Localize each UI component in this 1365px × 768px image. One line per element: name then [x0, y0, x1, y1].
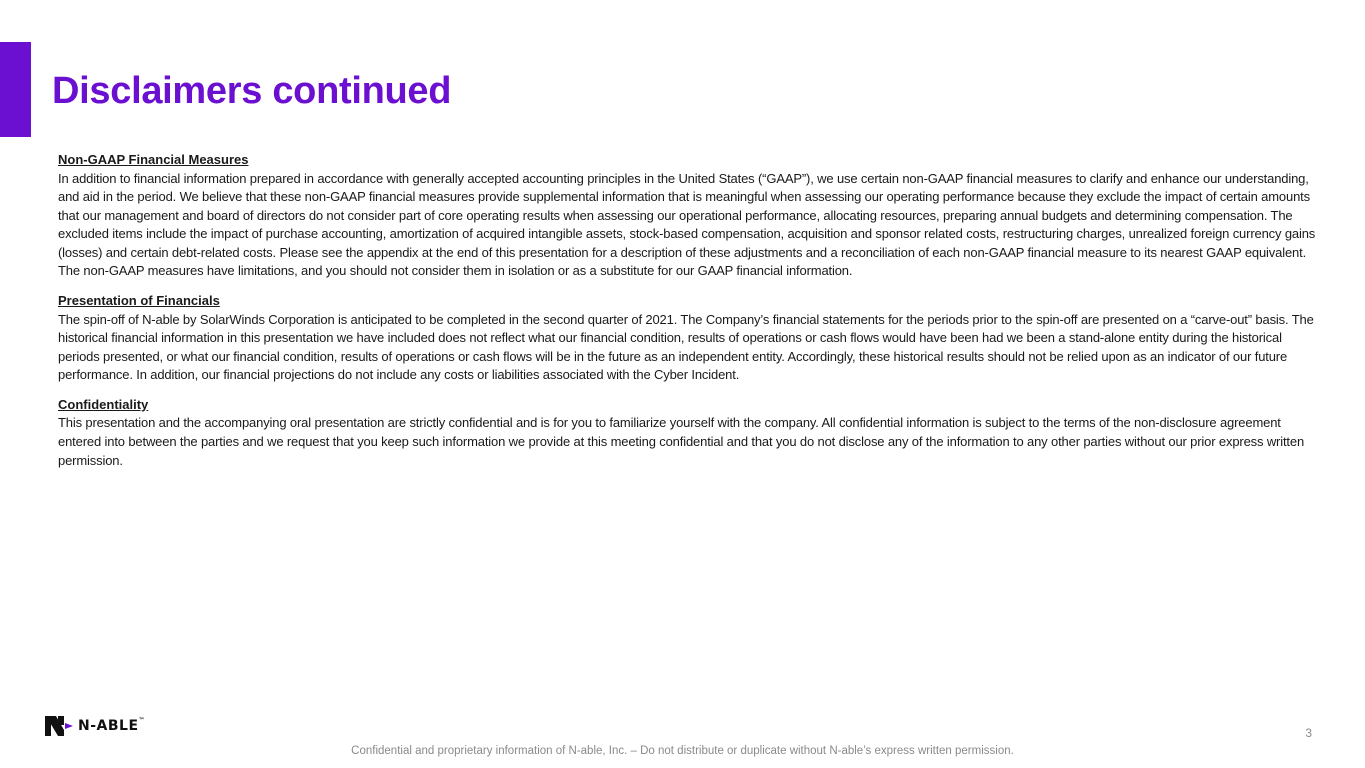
section-body: In addition to financial information prepared in accordance with generally accepted accounting principles in the United States (“GAAP”), we use certain non-GAAP financial measures to clarify and enhance our understanding, and aid in the period. We believe that these non-GAAP financial measures provide supplemental information that is meaningful when assessing our operating performance because they exclude the impact of certain amounts that our management and board of directors do not consider part of core operating results when assessing our operational performance, allocating resources, preparing annual budgets and determining compensation. The excluded items include the impact of purchase accounting, amortization of acquired intangible assets, stock-based compensation, acquisition and sponsor related costs, restructuring charges, unrealized foreign currency gains (losses) and certain debt-related costs. Please see the appendix at the end of this presentation for a description of these adjustments and a reconciliation of each non-GAAP financial measure to its nearest GAAP equivalent. The non-GAAP measures have limitations, and you should not consider them in isolation or as a substitute for our GAAP financial information.	[58, 170, 1316, 279]
page-number: 3	[1305, 726, 1312, 740]
section-heading: Non-GAAP Financial Measures	[58, 152, 249, 167]
section-body: This presentation and the accompanying oral presentation are strictly confidential and is for you to familiarize yourself with the company. All confidential information is subject to the terms of the non-disclosure agreement entered into between the parties and we request that you keep such information we provide at this meeting confidential and that you do not disclose any of the information to any other parties without our prior express written permission.	[58, 415, 1305, 468]
accent-bar	[0, 42, 31, 137]
section-heading: Confidentiality	[58, 396, 149, 412]
disclaimer-content	[58, 151, 1324, 481]
n-able-logo	[45, 716, 145, 736]
section-confidentiality	[58, 396, 1324, 470]
n-able-mark-icon	[45, 716, 73, 736]
logo-wordmark: N-ABLE™	[78, 717, 146, 734]
section-non-gaap	[58, 151, 1324, 281]
section-body: The spin-off of N-able by SolarWinds Corporation is anticipated to be completed in the second quarter of 2021. The Company’s financial statements for the periods prior to the spin-off are presented on a “carve-out” basis. The historical financial information in this presentation we have included does not reflect what our financial condition, results of operations or cash flows would have been had we been a stand-alone entity during the historical periods presented, or what our financial condition, results of operations or cash flows will be in the future as an independent entity. Accordingly, these historical results should not be relied upon as an indicator of our future performance. In addition, our financial projections do not include any costs or liabilities associated with the Cyber Incident.	[58, 311, 1314, 383]
section-heading: Presentation of Financials	[58, 293, 220, 309]
footer-confidentiality-notice: Confidential and proprietary information of N-able, Inc. – Do not distribute or duplicate without N-able’s express written permission.	[351, 745, 1014, 757]
slide-title: Disclaimers continued	[52, 70, 452, 112]
section-presentation-of-financials	[58, 292, 1324, 385]
